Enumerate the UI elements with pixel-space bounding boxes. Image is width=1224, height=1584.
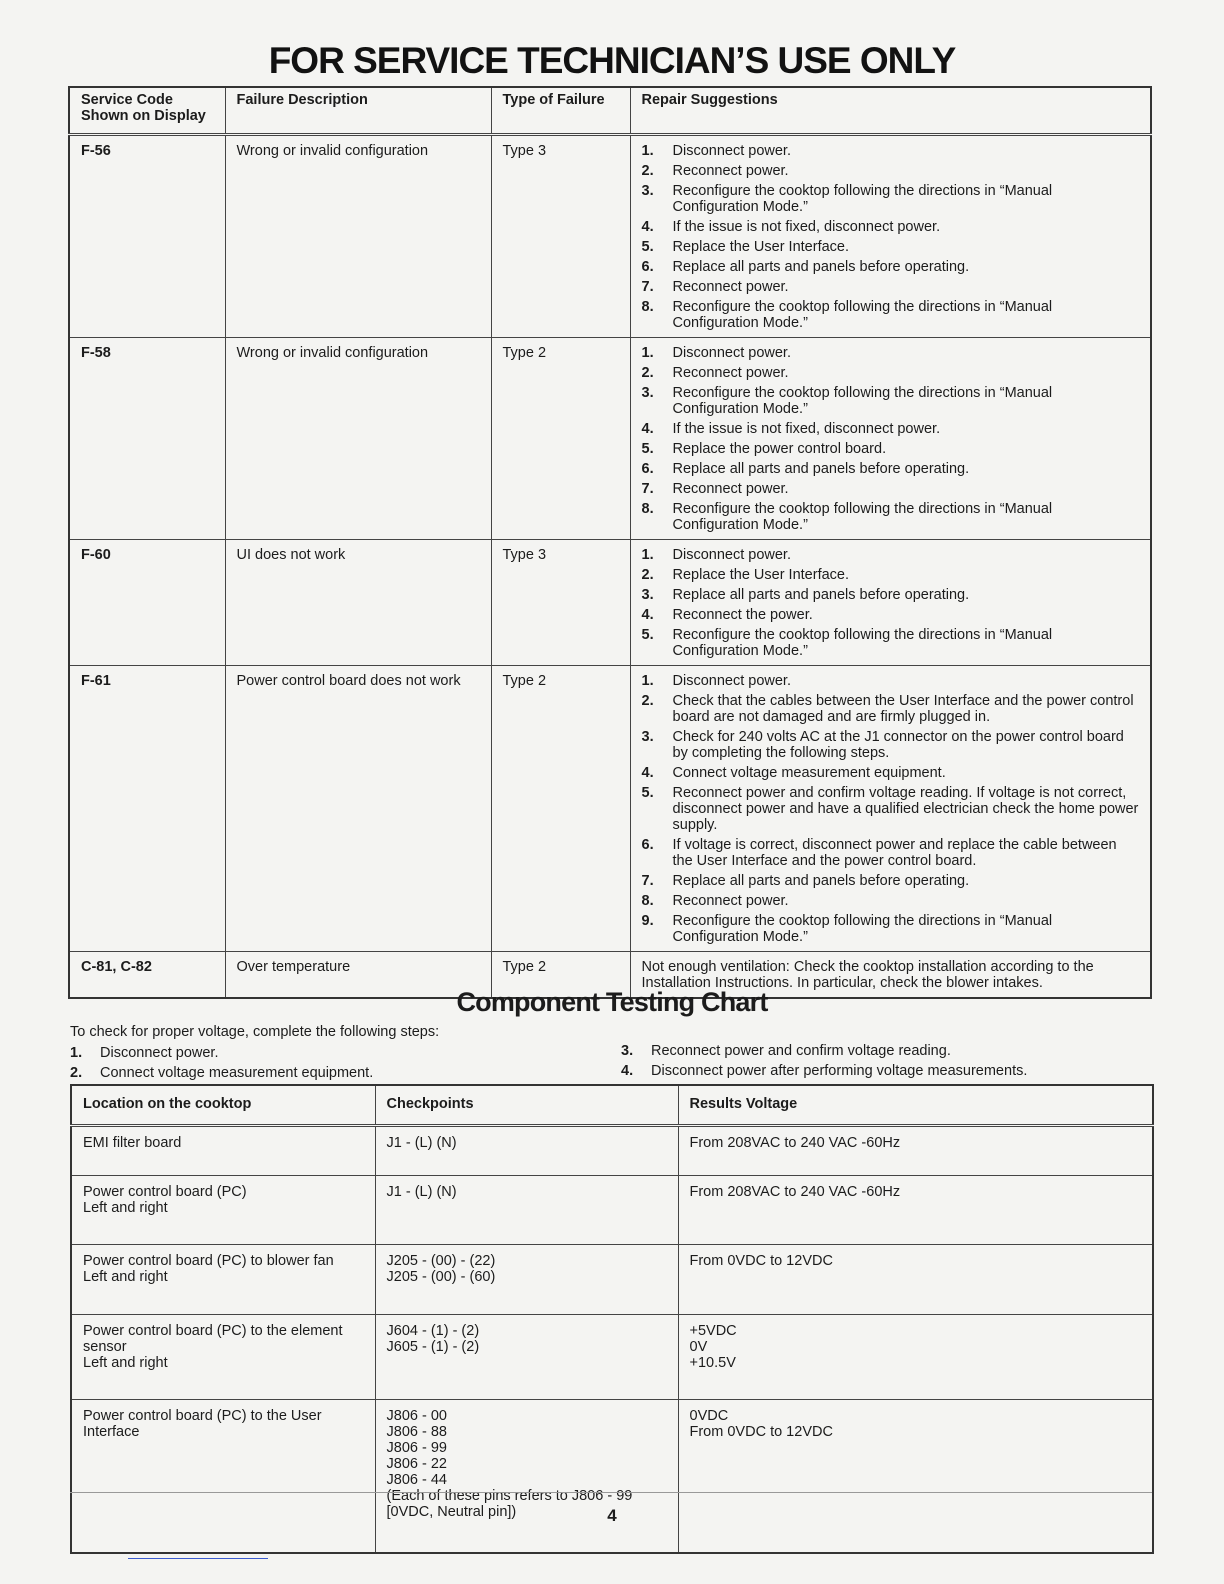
step-text: Check for 240 volts AC at the J1 connector on the power control board by completing the following steps.	[672, 729, 1124, 761]
step-text: Replace the power control board.	[672, 441, 887, 457]
step-number: 3.	[641, 385, 654, 401]
step-number: 2.	[70, 1065, 83, 1081]
step-number: 6.	[641, 837, 654, 853]
step-text: If the issue is not fixed, disconnect power.	[672, 219, 941, 235]
checkpoints-cell	[375, 1176, 678, 1245]
repair-step	[642, 421, 1141, 437]
step-number: 4.	[641, 607, 654, 623]
location-line: Power control board (PC) to blower fan	[83, 1253, 334, 1269]
repair-step	[642, 183, 1141, 215]
service-code: F-56	[69, 135, 225, 338]
location-line: Power control board (PC)	[83, 1184, 247, 1200]
repair-suggestions	[630, 666, 1151, 952]
location-line: Left and right	[83, 1355, 168, 1371]
step-text: Disconnect power.	[672, 345, 791, 361]
step-number: 9.	[641, 913, 654, 929]
location-cell	[71, 1176, 375, 1245]
repair-step	[642, 913, 1141, 945]
header-repair-suggestions: Repair Suggestions	[630, 87, 1151, 135]
step-number: 2.	[641, 365, 654, 381]
results-line: From 0VDC to 12VDC	[689, 1253, 833, 1269]
failure-description: UI does not work	[225, 540, 491, 666]
step-text: Reconnect power.	[672, 365, 789, 381]
repair-step	[642, 299, 1141, 331]
failure-row	[69, 666, 1151, 952]
step-number: 4.	[641, 219, 654, 235]
location-line: Left and right	[83, 1200, 168, 1216]
failure-type: Type 3	[491, 135, 630, 338]
results-cell	[678, 1245, 1153, 1315]
checkpoints-line: J205 - (00) - (60)	[386, 1269, 496, 1285]
step-number: 3.	[641, 729, 654, 745]
step-text: If voltage is correct, disconnect power and replace the cable between the User Interface and the power control board.	[672, 837, 1117, 869]
step-text: Check that the cables between the User Interface and the power control board are not damaged and are firmly plugged in.	[672, 693, 1134, 725]
step-text: Replace the User Interface.	[672, 239, 850, 255]
repair-step	[642, 893, 1141, 909]
location-cell	[71, 1315, 375, 1400]
voltage-step	[621, 1063, 1027, 1083]
checkpoints-cell	[375, 1400, 678, 1554]
failure-row	[69, 338, 1151, 540]
step-text: Replace all parts and panels before operating.	[672, 873, 970, 889]
service-code: C-81, C-82	[69, 952, 225, 999]
repair-steps	[642, 547, 1141, 659]
results-cell	[678, 1400, 1153, 1554]
footer-link-mark	[128, 1558, 268, 1559]
location-cell	[71, 1245, 375, 1315]
checkpoints-line: J806 - 99	[386, 1440, 447, 1456]
repair-step	[642, 873, 1141, 889]
step-number: 2.	[641, 693, 654, 709]
failure-description: Wrong or invalid configuration	[225, 338, 491, 540]
repair-step	[642, 547, 1141, 563]
location-line: Power control board (PC) to the element sensor	[83, 1323, 343, 1355]
repair-step	[642, 729, 1141, 761]
step-number: 7.	[641, 481, 654, 497]
step-text: Reconfigure the cooktop following the directions in “Manual Configuration Mode.”	[672, 501, 1053, 533]
step-text: Connect voltage measurement equipment.	[100, 1065, 374, 1081]
results-cell	[678, 1315, 1153, 1400]
repair-suggestions: Not enough ventilation: Check the cooktop installation according to the Installation Instructions. In particular, check the blower intakes.	[630, 952, 1151, 999]
results-line: 0VDC	[689, 1408, 729, 1424]
checkpoints-line: J605 - (1) - (2)	[386, 1339, 480, 1355]
repair-suggestions	[630, 540, 1151, 666]
failure-description: Wrong or invalid configuration	[225, 135, 491, 338]
step-text: Replace the User Interface.	[672, 567, 850, 583]
repair-step	[642, 345, 1141, 361]
repair-step	[642, 385, 1141, 417]
step-number: 6.	[641, 461, 654, 477]
location-line: EMI filter board	[83, 1135, 182, 1151]
step-number: 3.	[621, 1043, 634, 1059]
step-text: Reconnect power.	[672, 893, 789, 909]
failure-description: Over temperature	[225, 952, 491, 999]
step-number: 5.	[641, 239, 654, 255]
failure-row	[69, 540, 1151, 666]
repair-step	[642, 627, 1141, 659]
location-line: Power control board (PC) to the User Interface	[83, 1408, 322, 1440]
repair-step	[642, 481, 1141, 497]
voltage-steps-left	[70, 1045, 373, 1085]
step-text: Disconnect power.	[100, 1045, 219, 1061]
step-text: Reconfigure the cooktop following the directions in “Manual Configuration Mode.”	[672, 299, 1053, 331]
repair-steps	[642, 673, 1141, 945]
repair-step	[642, 259, 1141, 275]
checkpoints-cell	[375, 1126, 678, 1176]
checkpoints-line: J806 - 22	[386, 1456, 447, 1472]
repair-step	[642, 785, 1141, 833]
step-text: Reconnect power.	[672, 279, 789, 295]
checkpoints-line: J1 - (L) (N)	[386, 1135, 457, 1151]
service-code: F-61	[69, 666, 225, 952]
page-number: 4	[607, 1506, 617, 1525]
component-row	[71, 1176, 1153, 1245]
results-line: From 208VAC to 240 VAC -60Hz	[689, 1135, 901, 1151]
bottom-rule	[70, 1492, 1152, 1493]
repair-step	[642, 693, 1141, 725]
step-text: Reconnect power.	[672, 481, 789, 497]
location-cell	[71, 1126, 375, 1176]
results-cell	[678, 1126, 1153, 1176]
step-number: 5.	[641, 627, 654, 643]
failure-row	[69, 135, 1151, 338]
repair-step	[642, 567, 1141, 583]
step-number: 2.	[641, 163, 654, 179]
checkpoints-cell	[375, 1245, 678, 1315]
repair-suggestions	[630, 338, 1151, 540]
step-number: 3.	[641, 587, 654, 603]
step-text: Reconfigure the cooktop following the directions in “Manual Configuration Mode.”	[672, 183, 1053, 215]
step-number: 5.	[641, 441, 654, 457]
voltage-steps-right	[621, 1043, 1027, 1083]
step-number: 1.	[641, 673, 654, 689]
step-number: 3.	[641, 183, 654, 199]
repair-step	[642, 673, 1141, 689]
repair-step	[642, 279, 1141, 295]
checkpoints-cell	[375, 1315, 678, 1400]
results-cell	[678, 1176, 1153, 1245]
header-results-voltage: Results Voltage	[678, 1085, 1153, 1126]
checkpoints-line: J806 - 88	[386, 1424, 447, 1440]
step-text: Reconfigure the cooktop following the directions in “Manual Configuration Mode.”	[672, 913, 1053, 945]
step-number: 5.	[641, 785, 654, 801]
results-line: 0V	[689, 1339, 708, 1355]
step-text: Reconnect power.	[672, 163, 789, 179]
results-line: +5VDC	[689, 1323, 737, 1339]
checkpoints-line: (Each of these pins refers to J806 - 99 [0VDC, Neutral pin])	[386, 1488, 633, 1520]
repair-step	[642, 163, 1141, 179]
failure-type: Type 2	[491, 338, 630, 540]
service-code: F-60	[69, 540, 225, 666]
component-intro: To check for proper voltage, complete the following steps:	[70, 1024, 440, 1040]
step-text: Reconfigure the cooktop following the directions in “Manual Configuration Mode.”	[672, 385, 1053, 417]
repair-step	[642, 219, 1141, 235]
component-testing-title: Component Testing Chart	[456, 987, 768, 1017]
repair-suggestions	[630, 135, 1151, 338]
page-title: FOR SERVICE TECHNICIAN’S USE ONLY	[268, 40, 956, 81]
checkpoints-line: J604 - (1) - (2)	[386, 1323, 480, 1339]
failure-type: Type 2	[491, 952, 630, 999]
repair-steps	[642, 143, 1141, 331]
results-line: From 0VDC to 12VDC	[689, 1424, 833, 1440]
header-service-code: Service Code Shown on Display	[69, 87, 225, 135]
failure-table-header	[69, 87, 1151, 135]
failure-type: Type 2	[491, 666, 630, 952]
failure-table	[68, 86, 1152, 999]
repair-step	[642, 461, 1141, 477]
component-table	[70, 1084, 1154, 1554]
failure-type: Type 3	[491, 540, 630, 666]
repair-step	[642, 441, 1141, 457]
location-cell	[71, 1400, 375, 1554]
step-number: 4.	[641, 765, 654, 781]
voltage-step	[70, 1065, 373, 1085]
results-line: +10.5V	[689, 1355, 736, 1371]
header-failure-description: Failure Description	[225, 87, 491, 135]
step-text: Replace all parts and panels before operating.	[672, 259, 970, 275]
voltage-step	[621, 1043, 1027, 1063]
results-line: From 208VAC to 240 VAC -60Hz	[689, 1184, 901, 1200]
step-text: Replace all parts and panels before operating.	[672, 587, 970, 603]
step-number: 6.	[641, 259, 654, 275]
step-number: 7.	[641, 279, 654, 295]
component-row	[71, 1400, 1153, 1554]
component-table-header	[71, 1085, 1153, 1126]
step-number: 8.	[641, 501, 654, 517]
repair-steps	[642, 345, 1141, 533]
repair-step	[642, 587, 1141, 603]
component-row	[71, 1245, 1153, 1315]
step-number: 4.	[621, 1063, 634, 1079]
step-text: Disconnect power.	[672, 673, 791, 689]
header-checkpoints: Checkpoints	[375, 1085, 678, 1126]
header-location: Location on the cooktop	[71, 1085, 375, 1126]
step-text: If the issue is not fixed, disconnect power.	[672, 421, 941, 437]
checkpoints-line: J205 - (00) - (22)	[386, 1253, 496, 1269]
repair-step	[642, 143, 1141, 159]
step-number: 1.	[641, 143, 654, 159]
step-number: 2.	[641, 567, 654, 583]
step-text: Reconfigure the cooktop following the directions in “Manual Configuration Mode.”	[672, 627, 1053, 659]
repair-step	[642, 765, 1141, 781]
repair-step	[642, 501, 1141, 533]
checkpoints-line: J1 - (L) (N)	[386, 1184, 457, 1200]
step-number: 4.	[641, 421, 654, 437]
component-row	[71, 1315, 1153, 1400]
location-line: Left and right	[83, 1269, 168, 1285]
component-row	[71, 1126, 1153, 1176]
step-text: Disconnect power after performing voltage measurements.	[651, 1063, 1028, 1079]
step-text: Connect voltage measurement equipment.	[672, 765, 946, 781]
step-number: 1.	[70, 1045, 83, 1061]
repair-step	[642, 837, 1141, 869]
header-type-of-failure: Type of Failure	[491, 87, 630, 135]
step-number: 1.	[641, 345, 654, 361]
checkpoints-line: J806 - 44	[386, 1472, 447, 1488]
step-number: 8.	[641, 299, 654, 315]
voltage-step	[70, 1045, 373, 1065]
service-code: F-58	[69, 338, 225, 540]
step-text: Disconnect power.	[672, 547, 791, 563]
repair-step	[642, 365, 1141, 381]
step-text: Reconnect power and confirm voltage reading. If voltage is not correct, disconnect power and have a qualified electrician check the home power supply.	[672, 785, 1139, 833]
step-text: Reconnect power and confirm voltage reading.	[651, 1043, 951, 1059]
repair-step	[642, 239, 1141, 255]
step-text: Replace all parts and panels before operating.	[672, 461, 970, 477]
step-number: 8.	[641, 893, 654, 909]
step-text: Disconnect power.	[672, 143, 791, 159]
step-text: Reconnect the power.	[672, 607, 813, 623]
step-number: 1.	[641, 547, 654, 563]
step-number: 7.	[641, 873, 654, 889]
repair-step	[642, 607, 1141, 623]
failure-description: Power control board does not work	[225, 666, 491, 952]
checkpoints-line: J806 - 00	[386, 1408, 447, 1424]
